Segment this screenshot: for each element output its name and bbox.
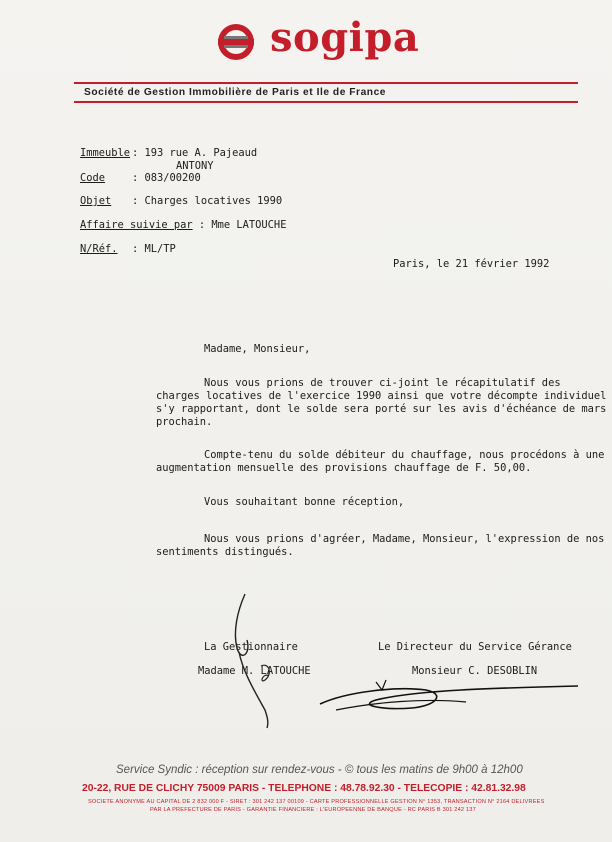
salutation: Madame, Monsieur, <box>204 343 311 355</box>
right-signatory-name: Monsieur C. DESOBLIN <box>412 665 538 677</box>
affaire-label: Affaire suivie par <box>80 219 193 231</box>
paragraph-4-line-1: Nous vous prions d'agréer, Madame, Monsieur, l'expression de nos <box>204 533 605 545</box>
paragraph-2-line-2: augmentation mensuelle des provisions chauffage de F. 50,00. <box>156 462 532 474</box>
company-tagline: Société de Gestion Immobilière de Paris et Ile de France <box>84 87 386 98</box>
ref-affaire-row <box>80 219 286 231</box>
paragraph-1-line-4: prochain. <box>156 416 213 428</box>
left-signatory-title: La Gestionnaire <box>204 641 298 653</box>
paragraph-3: Vous souhaitant bonne réception, <box>204 496 405 508</box>
paragraph-1-line-2: charges locatives de l'exercice 1990 ainsi que votre décompte individuel <box>156 390 607 402</box>
paragraph-2-line-1: Compte-tenu du solde débiteur du chauffage, nous procédons à une <box>204 449 605 461</box>
immeuble-label: Immeuble <box>80 147 131 159</box>
immeuble-value: : 193 rue A. Pajeaud <box>132 147 258 159</box>
code-value: : 083/00200 <box>132 172 201 184</box>
header-rule-bottom <box>74 101 578 103</box>
legal-line-2: PAR LA PREFECTURE DE PARIS - GARANTIE FINANCIERE : L'EUROPEENNE DE BANQUE - RC PARIS B 301 242 137 <box>150 807 476 813</box>
ref-code-row <box>80 172 201 184</box>
nref-value: : ML/TP <box>132 243 176 255</box>
paragraph-1-line-3: s'y rapportant, dont le solde sera porté sur les avis d'échéance de mars <box>156 403 607 415</box>
sogipa-logo-icon <box>216 22 256 62</box>
header-rule-top <box>74 82 578 84</box>
ref-immeuble-row <box>80 147 258 159</box>
right-signatory-title: Le Directeur du Service Gérance <box>378 641 572 653</box>
affaire-value: : Mme LATOUCHE <box>192 219 287 231</box>
ref-nref-row <box>80 243 176 255</box>
objet-label: Objet <box>80 195 112 207</box>
brand-name: sogipa <box>270 14 420 61</box>
objet-value: : Charges locatives 1990 <box>132 195 283 207</box>
service-hours-line: Service Syndic : réception sur rendez-vous - © tous les matins de 9h00 à 12h00 <box>116 764 523 776</box>
nref-label: N/Réf. <box>80 243 118 255</box>
left-signatory-name: Madame M. LATOUCHE <box>198 665 311 677</box>
date-line: Paris, le 21 février 1992 <box>393 258 550 270</box>
company-address: 20-22, RUE DE CLICHY 75009 PARIS - TELEPHONE : 48.78.92.30 - TELECOPIE : 42.81.32.98 <box>82 783 526 794</box>
code-label: Code <box>80 172 106 184</box>
legal-line-1: SOCIETE ANONYME AU CAPITAL DE 2 832 000 F - SIRET : 301 242 137 00109 - CARTE PROFESSIONNELLE GESTION N° 1353, TRANSACTION N° 2164 DELIVREES <box>88 799 545 805</box>
paragraph-4-line-2: sentiments distingués. <box>156 546 294 558</box>
immeuble-city: ANTONY <box>176 160 214 172</box>
right-handwritten-signature <box>316 676 586 716</box>
paragraph-1-line-1: Nous vous prions de trouver ci-joint le récapitulatif des <box>204 377 561 389</box>
ref-objet-row <box>80 195 283 207</box>
left-handwritten-signature <box>225 592 285 732</box>
